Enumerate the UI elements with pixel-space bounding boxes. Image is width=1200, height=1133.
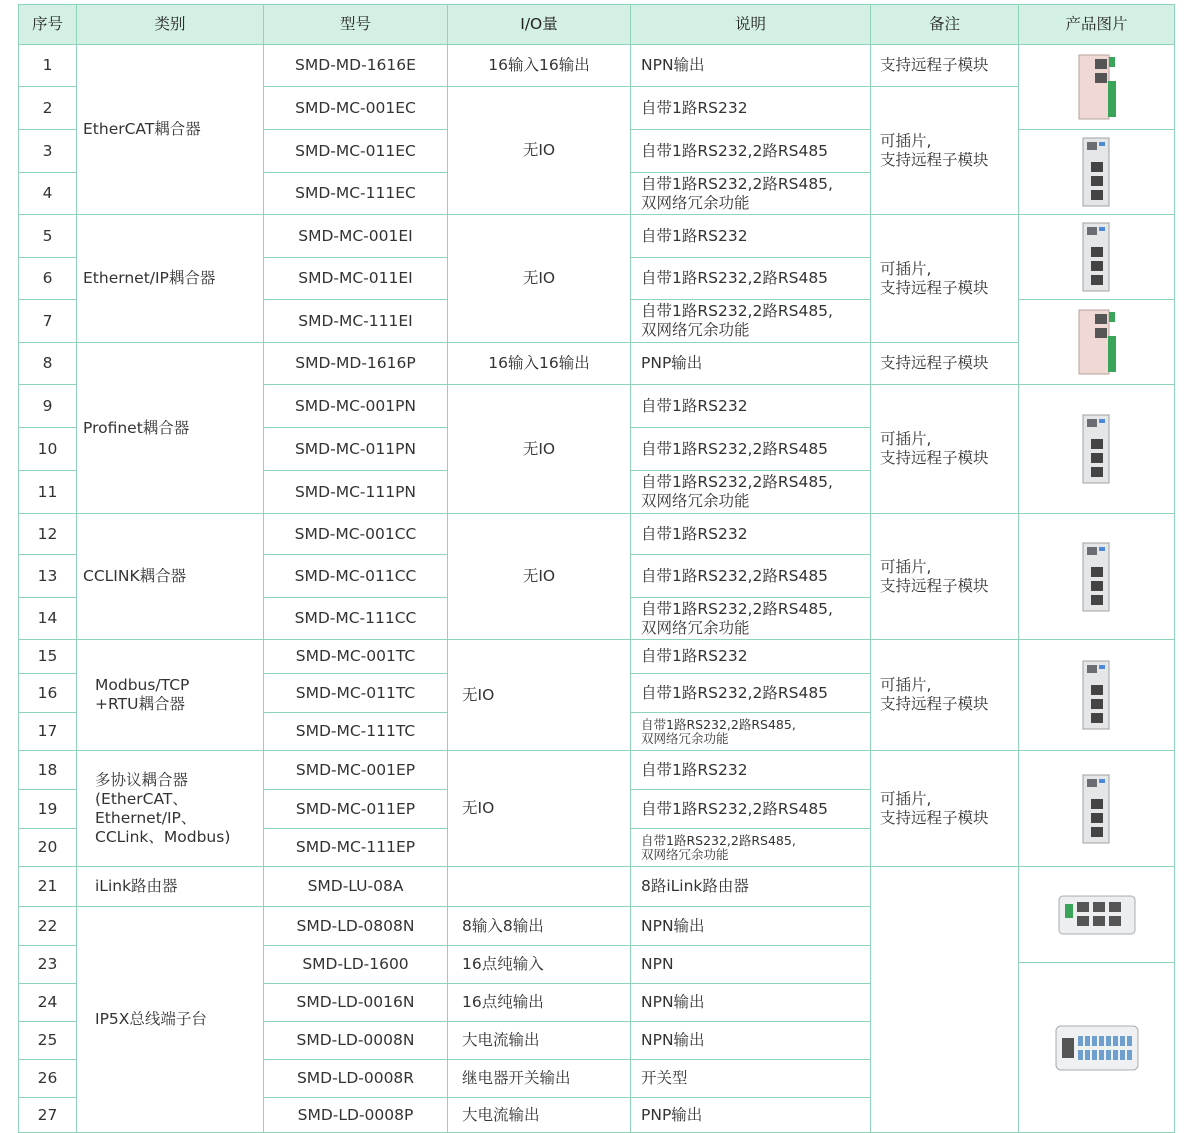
model-cell-text: SMD-MC-111EI xyxy=(298,311,413,330)
model-cell xyxy=(263,427,448,471)
product-image-cell xyxy=(1018,513,1175,640)
product-image-cell xyxy=(1018,750,1175,867)
description-cell-text: NPN输出 xyxy=(641,1031,705,1049)
io-cell xyxy=(447,906,631,946)
category-cell xyxy=(76,750,264,867)
router-image xyxy=(1055,890,1139,940)
coupler-module-image xyxy=(1077,219,1117,295)
remark-cell-text: 可插片, 支持远程子模块 xyxy=(880,676,989,713)
model-cell xyxy=(263,1059,448,1098)
row-number-text: 21 xyxy=(37,877,58,895)
remark-cell xyxy=(870,866,1019,1133)
description-cell xyxy=(630,129,871,173)
row-number-text: 7 xyxy=(42,311,53,330)
header-cell xyxy=(76,4,264,45)
description-cell xyxy=(630,257,871,300)
header-cell xyxy=(447,4,631,45)
row-number-text: 24 xyxy=(37,993,58,1011)
row-number-text: 27 xyxy=(37,1105,58,1124)
description-cell xyxy=(630,470,871,514)
model-cell xyxy=(263,866,448,907)
description-cell-text: 自带1路RS232,2路RS485, 双网络冗余功能 xyxy=(641,599,833,637)
io-cell-text: 8输入8输出 xyxy=(462,916,544,935)
row-number xyxy=(18,1021,77,1060)
row-number-text: 3 xyxy=(42,141,53,160)
row-number xyxy=(18,639,77,674)
remark-cell-text: 可插片, 支持远程子模块 xyxy=(880,259,989,297)
io-cell xyxy=(447,44,631,87)
io-module-image xyxy=(1075,306,1119,378)
description-cell-text: 自带1路RS232,2路RS485 xyxy=(641,269,829,287)
remark-cell-text: 支持远程子模块 xyxy=(880,56,989,74)
model-cell-text: SMD-MC-011PN xyxy=(294,439,417,458)
description-cell xyxy=(630,299,871,343)
description-cell xyxy=(630,983,871,1022)
io-cell-text: 无IO xyxy=(462,799,495,817)
io-cell-text: 无IO xyxy=(522,141,556,159)
remark-cell-text: 支持远程子模块 xyxy=(880,354,989,372)
row-number xyxy=(18,554,77,598)
row-number-text: 12 xyxy=(37,524,58,543)
description-cell xyxy=(630,1021,871,1060)
model-cell xyxy=(263,639,448,674)
remark-cell xyxy=(870,214,1019,343)
category-cell-text: EtherCAT耦合器 xyxy=(83,120,201,138)
io-cell-text: 无IO xyxy=(522,269,556,287)
remark-cell xyxy=(870,750,1019,867)
io-cell xyxy=(447,1097,631,1133)
description-cell xyxy=(630,1097,871,1133)
row-number xyxy=(18,299,77,343)
category-cell-text: iLink路由器 xyxy=(95,877,178,895)
row-number xyxy=(18,866,77,907)
io-cell-text: 无IO xyxy=(462,685,495,704)
io-cell-text: 16输入16输出 xyxy=(488,56,590,74)
description-cell-text: NPN输出 xyxy=(641,56,705,74)
category-cell xyxy=(76,639,264,751)
row-number xyxy=(18,1059,77,1098)
description-cell xyxy=(630,828,871,867)
category-cell xyxy=(76,44,264,215)
description-cell xyxy=(630,639,871,674)
model-cell-text: SMD-MC-001EP xyxy=(295,760,416,779)
description-cell-text: PNP输出 xyxy=(641,354,703,372)
io-cell xyxy=(447,86,631,215)
category-cell xyxy=(76,214,264,343)
model-cell-text: SMD-MC-111TC xyxy=(295,722,416,740)
product-image-cell xyxy=(1018,129,1175,215)
category-cell-text: Profinet耦合器 xyxy=(83,418,190,437)
row-number xyxy=(18,945,77,984)
io-cell xyxy=(447,513,631,640)
description-cell xyxy=(630,712,871,751)
row-number-text: 23 xyxy=(37,955,58,973)
description-cell xyxy=(630,513,871,555)
coupler-module-image xyxy=(1077,771,1117,847)
io-cell xyxy=(447,1021,631,1060)
row-number-text: 10 xyxy=(37,439,58,458)
header-cell xyxy=(263,4,448,45)
model-cell-text: SMD-MC-001EI xyxy=(298,226,413,245)
io-cell xyxy=(447,342,631,385)
model-cell xyxy=(263,299,448,343)
model-cell-text: SMD-LD-0008R xyxy=(296,1069,415,1087)
description-cell-text: 自带1路RS232 xyxy=(641,647,748,665)
model-cell xyxy=(263,712,448,751)
row-number-text: 16 xyxy=(37,683,58,702)
description-cell-text: 自带1路RS232,2路RS485 xyxy=(641,439,829,458)
model-cell xyxy=(263,257,448,300)
row-number-text: 1 xyxy=(42,56,53,74)
description-cell-text: 8路iLink路由器 xyxy=(641,877,749,895)
model-cell-text: SMD-MC-111PN xyxy=(294,482,417,501)
row-number-text: 13 xyxy=(37,566,58,585)
description-cell xyxy=(630,172,871,215)
io-cell xyxy=(447,866,631,907)
model-cell xyxy=(263,597,448,640)
remark-cell-text: 可插片, 支持远程子模块 xyxy=(880,789,989,827)
header-cell xyxy=(1018,4,1175,45)
remark-cell-text: 可插片, 支持远程子模块 xyxy=(880,430,989,467)
description-cell-text: 自带1路RS232,2路RS485, 双网络冗余功能 xyxy=(641,832,796,862)
row-number-text: 14 xyxy=(37,609,58,627)
description-cell xyxy=(630,673,871,713)
category-cell xyxy=(76,342,264,514)
model-cell-text: SMD-MC-111EP xyxy=(295,838,416,856)
model-cell xyxy=(263,513,448,555)
model-cell xyxy=(263,554,448,598)
model-cell xyxy=(263,906,448,946)
header-cell-text: I/O量 xyxy=(520,15,558,33)
row-number xyxy=(18,257,77,300)
row-number-text: 15 xyxy=(37,647,58,665)
model-cell-text: SMD-MC-011EP xyxy=(295,799,416,818)
description-cell xyxy=(630,384,871,428)
remark-cell xyxy=(870,639,1019,751)
description-cell xyxy=(630,597,871,640)
row-number xyxy=(18,828,77,867)
category-cell-text: 多协议耦合器 (EtherCAT、 Ethernet/IP、 CCLink、Modbus) xyxy=(95,770,231,846)
remark-cell-text: 可插片, 支持远程子模块 xyxy=(880,557,989,595)
row-number-text: 4 xyxy=(42,184,53,202)
header-cell-text: 型号 xyxy=(339,15,371,33)
io-cell xyxy=(447,1059,631,1098)
row-number xyxy=(18,384,77,428)
description-cell xyxy=(630,906,871,946)
description-cell xyxy=(630,554,871,598)
header-cell-text: 说明 xyxy=(734,15,766,33)
row-number-text: 17 xyxy=(37,722,58,740)
description-cell-text: 自带1路RS232 xyxy=(641,396,748,415)
remark-cell xyxy=(870,513,1019,640)
product-image-cell xyxy=(1018,214,1175,300)
remark-cell xyxy=(870,44,1019,87)
io-cell xyxy=(447,214,631,343)
row-number xyxy=(18,214,77,258)
row-number-text: 9 xyxy=(42,396,53,415)
row-number xyxy=(18,597,77,640)
model-cell xyxy=(263,945,448,984)
model-cell-text: SMD-LU-08A xyxy=(307,877,404,895)
description-cell-text: 自带1路RS232 xyxy=(641,226,748,245)
model-cell-text: SMD-MC-011EC xyxy=(295,141,416,160)
row-number xyxy=(18,789,77,829)
row-number xyxy=(18,427,77,471)
category-cell-text: Ethernet/IP耦合器 xyxy=(83,269,216,287)
row-number-text: 22 xyxy=(37,916,58,935)
model-cell-text: SMD-MC-011EI xyxy=(298,269,413,287)
coupler-module-image xyxy=(1077,657,1117,733)
row-number xyxy=(18,86,77,130)
row-number-text: 19 xyxy=(37,799,58,818)
description-cell-text: 自带1路RS232,2路RS485, 双网络冗余功能 xyxy=(641,716,796,746)
description-cell-text: 自带1路RS232 xyxy=(641,760,748,779)
model-cell xyxy=(263,470,448,514)
model-cell-text: SMD-MD-1616P xyxy=(295,354,416,372)
product-image-cell xyxy=(1018,299,1175,385)
row-number xyxy=(18,172,77,215)
description-cell-text: PNP输出 xyxy=(641,1105,703,1124)
io-cell-text: 继电器开关输出 xyxy=(462,1069,571,1087)
row-number-text: 26 xyxy=(37,1069,58,1087)
product-image-cell xyxy=(1018,384,1175,514)
io-cell-text: 无IO xyxy=(522,567,556,585)
row-number xyxy=(18,513,77,555)
description-cell xyxy=(630,945,871,984)
description-cell-text: NPN输出 xyxy=(641,993,705,1011)
category-cell xyxy=(76,866,264,907)
remark-cell xyxy=(870,86,1019,215)
header-cell xyxy=(18,4,77,45)
description-cell-text: 自带1路RS232,2路RS485, 双网络冗余功能 xyxy=(641,174,833,212)
model-cell xyxy=(263,789,448,829)
io-cell-text: 大电流输出 xyxy=(462,1105,540,1124)
model-cell xyxy=(263,828,448,867)
model-cell xyxy=(263,86,448,130)
product-image-cell xyxy=(1018,962,1175,1133)
header-cell-text: 类别 xyxy=(154,15,186,33)
row-number xyxy=(18,712,77,751)
model-cell xyxy=(263,1021,448,1060)
category-cell-text: CCLINK耦合器 xyxy=(83,567,187,585)
remark-cell xyxy=(870,342,1019,385)
model-cell xyxy=(263,673,448,713)
description-cell xyxy=(630,789,871,829)
io-cell xyxy=(447,639,631,751)
row-number-text: 20 xyxy=(37,838,58,856)
description-cell-text: 开关型 xyxy=(641,1069,688,1087)
model-cell-text: SMD-LD-0808N xyxy=(296,916,415,935)
description-cell-text: 自带1路RS232,2路RS485 xyxy=(641,566,829,585)
description-cell xyxy=(630,866,871,907)
model-cell-text: SMD-MC-011CC xyxy=(294,566,417,585)
product-image-cell xyxy=(1018,639,1175,751)
header-cell xyxy=(630,4,871,45)
model-cell-text: SMD-LD-0008P xyxy=(297,1105,414,1124)
description-cell-text: 自带1路RS232,2路RS485 xyxy=(641,799,829,818)
model-cell-text: SMD-LD-1600 xyxy=(302,955,409,973)
model-cell-text: SMD-MC-001TC xyxy=(295,647,416,665)
model-cell-text: SMD-MC-111CC xyxy=(294,609,417,627)
description-cell-text: 自带1路RS232 xyxy=(641,98,748,117)
product-image-cell xyxy=(1018,866,1175,963)
model-cell xyxy=(263,214,448,258)
model-cell xyxy=(263,384,448,428)
model-cell-text: SMD-LD-0016N xyxy=(296,993,415,1011)
model-cell-text: SMD-MC-001EC xyxy=(295,98,416,117)
description-cell xyxy=(630,44,871,87)
io-cell xyxy=(447,983,631,1022)
model-cell xyxy=(263,129,448,173)
io-cell xyxy=(447,750,631,867)
io-cell-text: 16输入16输出 xyxy=(488,354,590,372)
description-cell xyxy=(630,1059,871,1098)
coupler-module-image xyxy=(1077,539,1117,615)
row-number xyxy=(18,983,77,1022)
model-cell-text: SMD-LD-0008N xyxy=(296,1031,415,1049)
row-number-text: 2 xyxy=(42,98,53,117)
description-cell xyxy=(630,750,871,790)
row-number xyxy=(18,750,77,790)
row-number xyxy=(18,129,77,173)
product-image-cell xyxy=(1018,44,1175,130)
io-cell xyxy=(447,384,631,514)
description-cell-text: 自带1路RS232,2路RS485 xyxy=(641,141,829,160)
row-number xyxy=(18,673,77,713)
io-cell-text: 16点纯输出 xyxy=(462,993,544,1011)
category-cell xyxy=(76,906,264,1133)
model-cell-text: SMD-MC-111EC xyxy=(295,184,416,202)
description-cell-text: 自带1路RS232 xyxy=(641,524,748,543)
category-cell xyxy=(76,513,264,640)
coupler-module-image xyxy=(1077,134,1117,210)
io-cell-text: 无IO xyxy=(522,439,556,458)
row-number-text: 11 xyxy=(37,482,58,501)
model-cell-text: SMD-MC-011TC xyxy=(295,683,416,702)
model-cell xyxy=(263,172,448,215)
io-cell xyxy=(447,945,631,984)
model-cell xyxy=(263,44,448,87)
description-cell xyxy=(630,214,871,258)
io-cell-text: 16点纯输入 xyxy=(462,955,544,973)
row-number-text: 18 xyxy=(37,760,58,779)
remark-cell-text: 可插片, 支持远程子模块 xyxy=(880,131,989,169)
description-cell-text: 自带1路RS232,2路RS485 xyxy=(641,683,829,702)
model-cell-text: SMD-MD-1616E xyxy=(295,56,416,74)
header-cell xyxy=(870,4,1019,45)
row-number xyxy=(18,470,77,514)
model-cell xyxy=(263,983,448,1022)
terminal-block-image xyxy=(1052,1018,1142,1078)
row-number-text: 6 xyxy=(42,269,53,287)
row-number-text: 25 xyxy=(37,1031,58,1049)
category-cell-text: Modbus/TCP +RTU耦合器 xyxy=(95,676,190,713)
coupler-module-image xyxy=(1077,411,1117,487)
category-cell-text: IP5X总线端子台 xyxy=(95,1010,207,1028)
io-module-image xyxy=(1075,51,1119,123)
model-cell xyxy=(263,1097,448,1133)
row-number-text: 5 xyxy=(42,226,53,245)
model-cell-text: SMD-MC-001PN xyxy=(294,396,417,415)
model-cell xyxy=(263,750,448,790)
header-cell-text: 序号 xyxy=(31,15,63,33)
row-number-text: 8 xyxy=(42,354,53,372)
remark-cell xyxy=(870,384,1019,514)
row-number xyxy=(18,342,77,385)
model-cell xyxy=(263,342,448,385)
io-cell-text: 大电流输出 xyxy=(462,1031,540,1049)
description-cell xyxy=(630,427,871,471)
description-cell xyxy=(630,86,871,130)
description-cell-text: NPN输出 xyxy=(641,916,705,935)
description-cell-text: 自带1路RS232,2路RS485, 双网络冗余功能 xyxy=(641,302,833,339)
description-cell-text: 自带1路RS232,2路RS485, 双网络冗余功能 xyxy=(641,473,833,510)
description-cell-text: NPN xyxy=(641,955,674,973)
row-number xyxy=(18,906,77,946)
model-cell-text: SMD-MC-001CC xyxy=(294,524,417,543)
row-number xyxy=(18,44,77,87)
header-cell-text: 备注 xyxy=(928,15,960,33)
row-number xyxy=(18,1097,77,1133)
description-cell xyxy=(630,342,871,385)
header-cell-text: 产品图片 xyxy=(1065,15,1128,33)
